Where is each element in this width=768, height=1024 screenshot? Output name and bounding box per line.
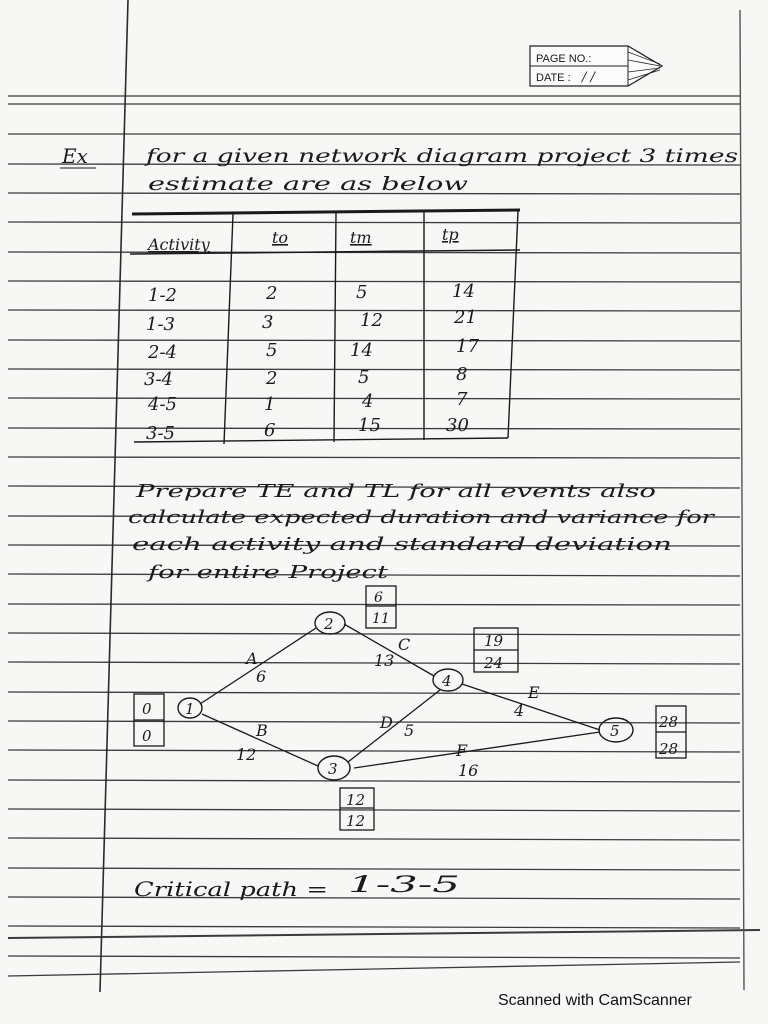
table-row [147,389,468,415]
node-te: 6 [374,590,383,606]
edge-duration: 4 [514,701,525,720]
table-cell-tp: 8 [456,364,468,385]
table-cell-activity: 1-3 [146,314,175,335]
table-cell-to: 3 [262,312,274,333]
edge-duration: 6 [256,667,267,686]
node-time-box [656,706,686,758]
table-header-activity: Activity [148,235,210,254]
table-cell-activity: 4-5 [148,394,177,415]
node-te: 28 [659,713,679,731]
edge-letter: A [246,649,258,668]
network-node [178,698,202,718]
problem-line-1: for a given network diagram project 3 times [143,145,739,167]
edge-duration: 12 [236,745,257,764]
table-cell-tm: 14 [350,340,373,361]
node-tl: 24 [484,654,504,672]
edge-duration: 13 [374,651,395,670]
edge-duration: 5 [404,721,415,740]
table-cell-tp: 30 [446,415,469,436]
node-id: 5 [610,722,620,740]
margin-line [100,0,128,992]
critical-path-value: 1-3-5 [348,873,460,898]
network-node [315,612,345,634]
table-cell-tp: 21 [454,307,477,328]
table-cell-activity: 3-5 [146,423,175,444]
table-cell-tp: 7 [456,389,468,410]
edge-letter: B [256,721,268,740]
table-cell-to: 1 [264,394,276,415]
node-id: 1 [185,700,195,718]
table-header-tp: tp [442,225,459,244]
edge-letter: E [528,683,540,702]
table-cell-tm: 4 [362,391,374,412]
table-cell-tm: 12 [360,310,383,331]
table-header-tm: tm [350,228,372,247]
node-tl: 0 [142,727,152,745]
node-tl: 12 [346,812,366,830]
table-row [148,281,475,306]
table-cell-activity: 2-4 [148,342,177,363]
scanner-watermark: Scanned with CamScanner [498,992,692,1009]
instruction-line: for entire Project [144,562,390,583]
date-label: DATE : [536,72,571,84]
node-te: 0 [142,700,152,718]
table-cell-tm: 5 [358,367,370,388]
network-node [433,669,463,691]
critical-path-label: Critical path = [134,877,328,901]
node-id: 4 [442,672,452,690]
date-value: / / [582,70,595,85]
problem-line-2: estimate are as below [148,173,468,195]
node-time-box [366,586,396,628]
edge-letter: D [380,713,393,732]
example-label: Ex [62,144,88,168]
table-cell-activity: 3-4 [144,369,173,390]
node-id: 3 [328,760,338,778]
table-row [144,364,467,390]
table-cell-tp: 14 [452,281,475,302]
edge-letter: F [456,741,468,760]
node-tl: 11 [372,611,390,627]
table-cell-tm: 5 [356,282,368,303]
instruction-line: Prepare TE and TL for all events also [134,481,657,502]
table-cell-activity: 1-2 [148,285,177,306]
table-cell-to: 2 [266,368,278,389]
table-cell-to: 5 [266,340,278,361]
table-cell-tm: 15 [358,415,381,436]
node-te: 19 [484,632,504,650]
network-node [318,756,350,780]
right-edge [740,10,744,990]
node-id: 2 [324,615,334,633]
instruction-line: calculate expected duration and variance for [128,507,716,528]
network-node [599,718,633,742]
table-header-row [146,225,459,254]
node-te: 12 [346,791,366,809]
node-time-box [340,788,374,830]
page-date-box [530,46,662,86]
table-cell-to: 6 [264,420,276,441]
instruction-line: each activity and standard deviation [132,534,672,555]
table-header-to: to [272,228,289,247]
table-cell-to: 2 [266,283,278,304]
table-cell-tp: 17 [456,336,479,357]
node-time-box [134,694,164,746]
edge-duration: 16 [458,761,479,780]
node-tl: 28 [659,740,679,758]
edge-letter: C [398,635,411,654]
page-no-label: PAGE NO.: [536,53,592,65]
